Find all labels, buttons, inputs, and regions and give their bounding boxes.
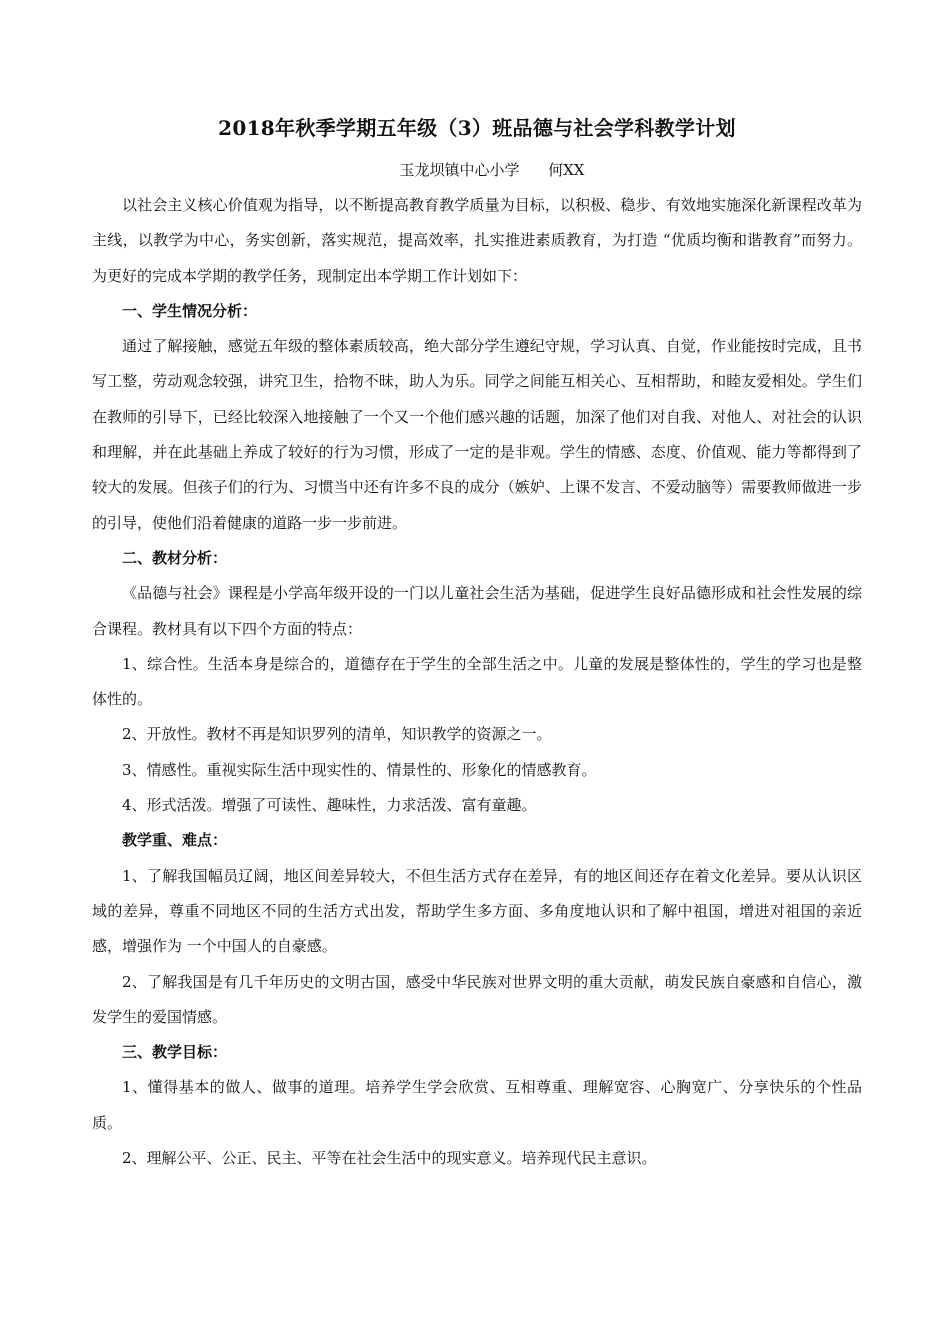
- teaching-goal-item: 1、懂得基本的做人、做事的道理。培养学生学会欣赏、互相尊重、理解宽容、心胸宽广、分享快乐的个性品质。: [92, 1078, 862, 1132]
- textbook-intro-paragraph: 《品德与社会》课程是小学高年级开设的一门以儿童社会生活为基础，促进学生良好品德形成和社会性发展的综合课程。教材具有以下四个方面的特点：: [92, 584, 862, 638]
- document-page: [92, 108, 862, 1176]
- section-heading-key-points: 教学重、难点：: [122, 831, 228, 850]
- section-heading-teaching-goals: 三、教学目标：: [122, 1043, 228, 1062]
- key-point-item: 2、了解我国是有几千年历史的文明古国，感受中华民族对世界文明的重大贡献，萌发民族自豪感和自信心，激发学生的爱国情感。: [92, 972, 862, 1026]
- textbook-feature-item: 1、综合性。生活本身是综合的，道德存在于学生的全部生活之中。儿童的发展是整体性的，学生的学习也是整体性的。: [92, 654, 862, 709]
- section-heading-student-analysis: 一、学生情况分析：: [122, 301, 258, 320]
- section-heading-textbook-analysis: 二、教材分析：: [122, 548, 228, 567]
- teaching-goal-item: 2、理解公平、公正、民主、平等在社会生活中的现实意义。培养现代民主意识。: [122, 1149, 657, 1168]
- intro-paragraph: 以社会主义核心价值观为指导，以不断提高教育教学质量为目标，以积极、稳步、有效地实施深化新课程改革为主线，以教学为中心，务实创新，落实规范，提高效率，扎实推进素质教育，为打造 “优质均衡和谐教育”而努力。为更好的完成本学期的教学任务，现制定出本学期工作计划如下：: [92, 196, 862, 285]
- key-point-item: 1、了解我国幅员辽阔，地区间差异较大，不但生活方式存在差异，有的地区间还存在着文化差异。要从认识区域的差异，尊重不同地区不同的生活方式出发，帮助学生多方面、多角度地认识和了解中祖国，增进对祖国的亲近感，增强作为 一个中国人的自豪感。: [92, 866, 862, 956]
- textbook-feature-item: 3、情感性。重视实际生活中现实性的、情景性的、形象化的情感教育。: [122, 760, 597, 779]
- document-title: 2018年秋季学期五年级（3）班品德与社会学科教学计划: [218, 116, 736, 140]
- textbook-feature-item: 4、形式活泼。增强了可读性、趣味性，力求活泼、富有童趣。: [122, 796, 537, 815]
- author-byline: 玉龙坝镇中心小学 何XX: [399, 161, 585, 179]
- textbook-feature-item: 2、开放性。教材不再是知识罗列的清单，知识教学的资源之一。: [122, 725, 552, 744]
- student-analysis-paragraph: 通过了解接触，感觉五年级的整体素质较高，绝大部分学生遵纪守规，学习认真、自觉，作业能按时完成，且书写工整，劳动观念较强，讲究卫生，拾物不昧，助人为乐。同学之间能互相关心、互相帮助，和睦友爱相处。学生们在教师的引导下，已经比较深入地接触了一个又一个他们感兴趣的话题，加深了他们对自我、对他人、对社会的认识和理解，并在此基础上养成了较好的行为习惯，形成了一定的是非观。学生的情感、态度、价值观、能力等都得到了较大的发展。但孩子们的行为、习惯当中还有许多不良的成分（嫉妒、上课不发言、不爱动脑等）需要教师做进一步的引导，使他们沿着健康的道路一步一步前进。: [92, 337, 862, 532]
